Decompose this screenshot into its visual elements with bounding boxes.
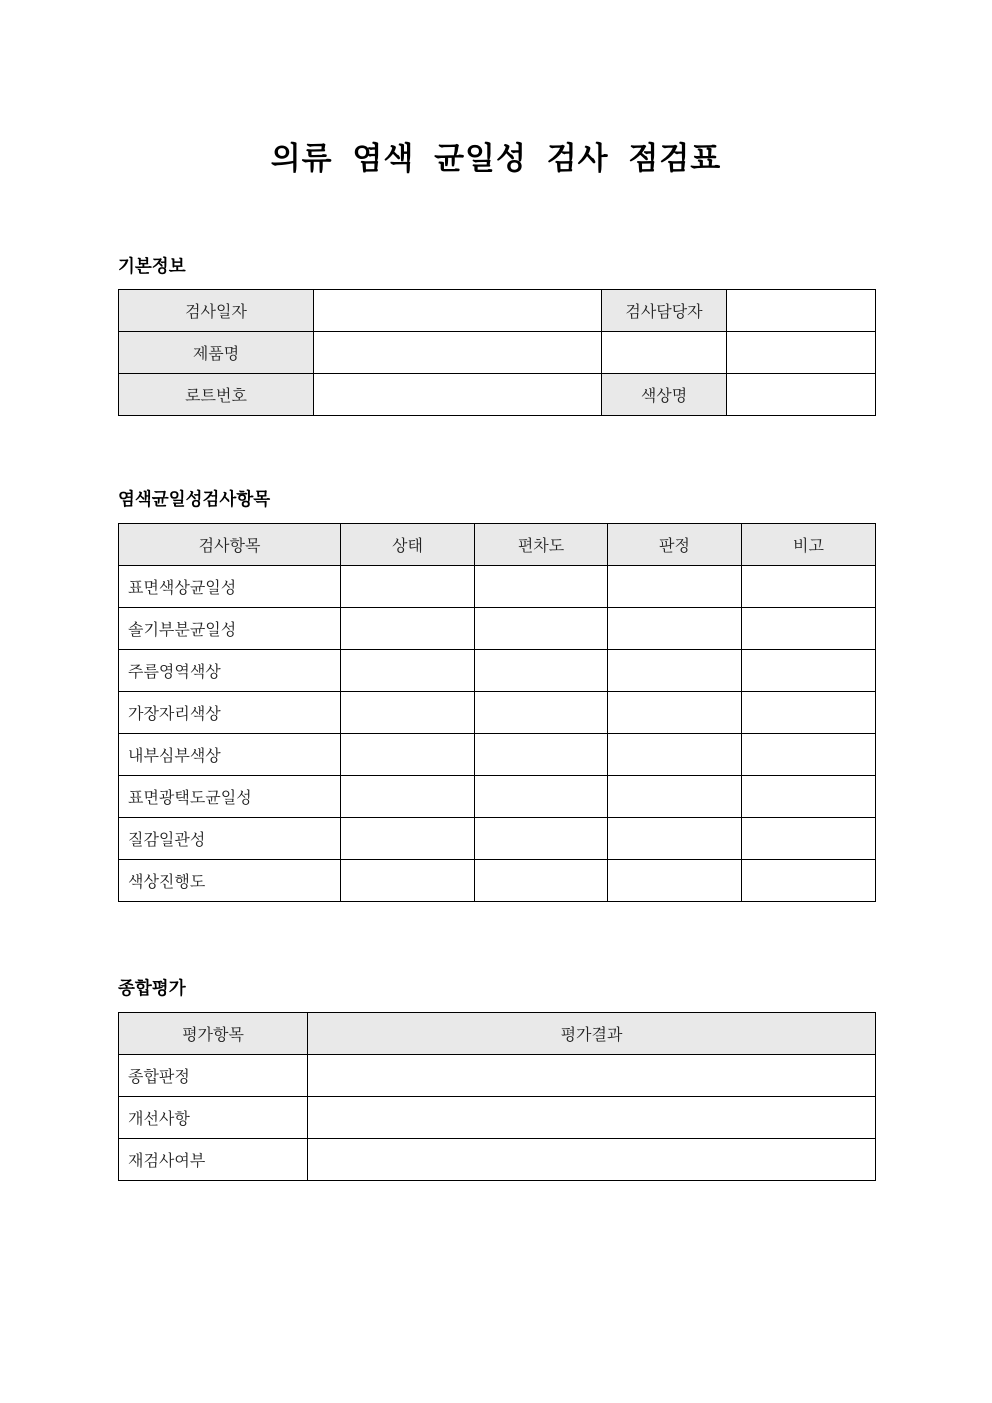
evaluation-item: 재검사여부 — [119, 1139, 308, 1181]
remarks-cell[interactable] — [742, 650, 876, 692]
status-cell[interactable] — [341, 692, 475, 734]
color-name-field[interactable] — [727, 374, 876, 416]
table-row — [119, 818, 876, 860]
deviation-cell[interactable] — [475, 608, 608, 650]
status-cell[interactable] — [341, 608, 475, 650]
remarks-cell[interactable] — [742, 860, 876, 902]
evaluation-item: 개선사항 — [119, 1097, 308, 1139]
column-header-item: 검사항목 — [119, 524, 341, 566]
deviation-cell[interactable] — [475, 650, 608, 692]
inspection-item: 색상진행도 — [119, 860, 341, 902]
inspection-item: 주름영역색상 — [119, 650, 341, 692]
judgment-cell[interactable] — [608, 776, 742, 818]
table-row — [119, 734, 876, 776]
table-row — [119, 650, 876, 692]
section-heading-evaluation: 종합평가 — [118, 979, 186, 999]
inspection-item: 내부심부색상 — [119, 734, 341, 776]
status-cell[interactable] — [341, 650, 475, 692]
remarks-cell[interactable] — [742, 734, 876, 776]
blank-label-cell[interactable] — [602, 332, 727, 374]
table-row — [119, 1139, 876, 1181]
status-cell[interactable] — [341, 734, 475, 776]
status-cell[interactable] — [341, 860, 475, 902]
judgment-cell[interactable] — [608, 608, 742, 650]
blank-value-cell[interactable] — [727, 332, 876, 374]
inspector-field[interactable] — [727, 290, 876, 332]
status-cell[interactable] — [341, 566, 475, 608]
remarks-cell[interactable] — [742, 692, 876, 734]
column-header-eval-result: 평가결과 — [308, 1013, 876, 1055]
document-title: 의류 염색 균일성 검사 점검표 — [270, 141, 722, 177]
status-cell[interactable] — [341, 818, 475, 860]
inspection-item: 표면색상균일성 — [119, 566, 341, 608]
remarks-cell[interactable] — [742, 818, 876, 860]
table-row — [119, 776, 876, 818]
inspection-date-field[interactable] — [314, 290, 602, 332]
judgment-cell[interactable] — [608, 818, 742, 860]
judgment-cell[interactable] — [608, 650, 742, 692]
remarks-cell[interactable] — [742, 608, 876, 650]
table-row — [119, 608, 876, 650]
label-product-name: 제품명 — [119, 332, 314, 374]
section-heading-basic-info: 기본정보 — [118, 257, 186, 277]
table-row — [119, 1097, 876, 1139]
deviation-cell[interactable] — [475, 692, 608, 734]
deviation-cell[interactable] — [475, 860, 608, 902]
basic-info-row — [119, 332, 876, 374]
evaluation-result-cell[interactable] — [308, 1055, 876, 1097]
inspection-table — [118, 523, 876, 902]
judgment-cell[interactable] — [608, 734, 742, 776]
inspection-item: 가장자리색상 — [119, 692, 341, 734]
column-header-eval-item: 평가항목 — [119, 1013, 308, 1055]
deviation-cell[interactable] — [475, 734, 608, 776]
judgment-cell[interactable] — [608, 692, 742, 734]
status-cell[interactable] — [341, 776, 475, 818]
column-header-status: 상태 — [341, 524, 475, 566]
judgment-cell[interactable] — [608, 860, 742, 902]
product-name-field[interactable] — [314, 332, 602, 374]
lot-number-field[interactable] — [314, 374, 602, 416]
table-row — [119, 1055, 876, 1097]
inspection-item: 솔기부분균일성 — [119, 608, 341, 650]
deviation-cell[interactable] — [475, 566, 608, 608]
remarks-cell[interactable] — [742, 776, 876, 818]
column-header-deviation: 편차도 — [475, 524, 608, 566]
remarks-cell[interactable] — [742, 566, 876, 608]
evaluation-result-cell[interactable] — [308, 1139, 876, 1181]
label-color-name: 색상명 — [602, 374, 727, 416]
inspection-header-row — [119, 524, 876, 566]
basic-info-table — [118, 289, 876, 416]
evaluation-table — [118, 1012, 876, 1181]
table-row — [119, 860, 876, 902]
label-inspection-date: 검사일자 — [119, 290, 314, 332]
evaluation-header-row — [119, 1013, 876, 1055]
deviation-cell[interactable] — [475, 776, 608, 818]
column-header-remarks: 비고 — [742, 524, 876, 566]
inspection-item: 표면광택도균일성 — [119, 776, 341, 818]
judgment-cell[interactable] — [608, 566, 742, 608]
table-row — [119, 692, 876, 734]
column-header-judgment: 판정 — [608, 524, 742, 566]
label-lot-number: 로트번호 — [119, 374, 314, 416]
deviation-cell[interactable] — [475, 818, 608, 860]
evaluation-item: 종합판정 — [119, 1055, 308, 1097]
basic-info-row — [119, 374, 876, 416]
inspection-item: 질감일관성 — [119, 818, 341, 860]
table-row — [119, 566, 876, 608]
section-heading-inspection: 염색균일성검사항목 — [118, 490, 271, 510]
evaluation-result-cell[interactable] — [308, 1097, 876, 1139]
label-inspector: 검사담당자 — [602, 290, 727, 332]
basic-info-row — [119, 290, 876, 332]
